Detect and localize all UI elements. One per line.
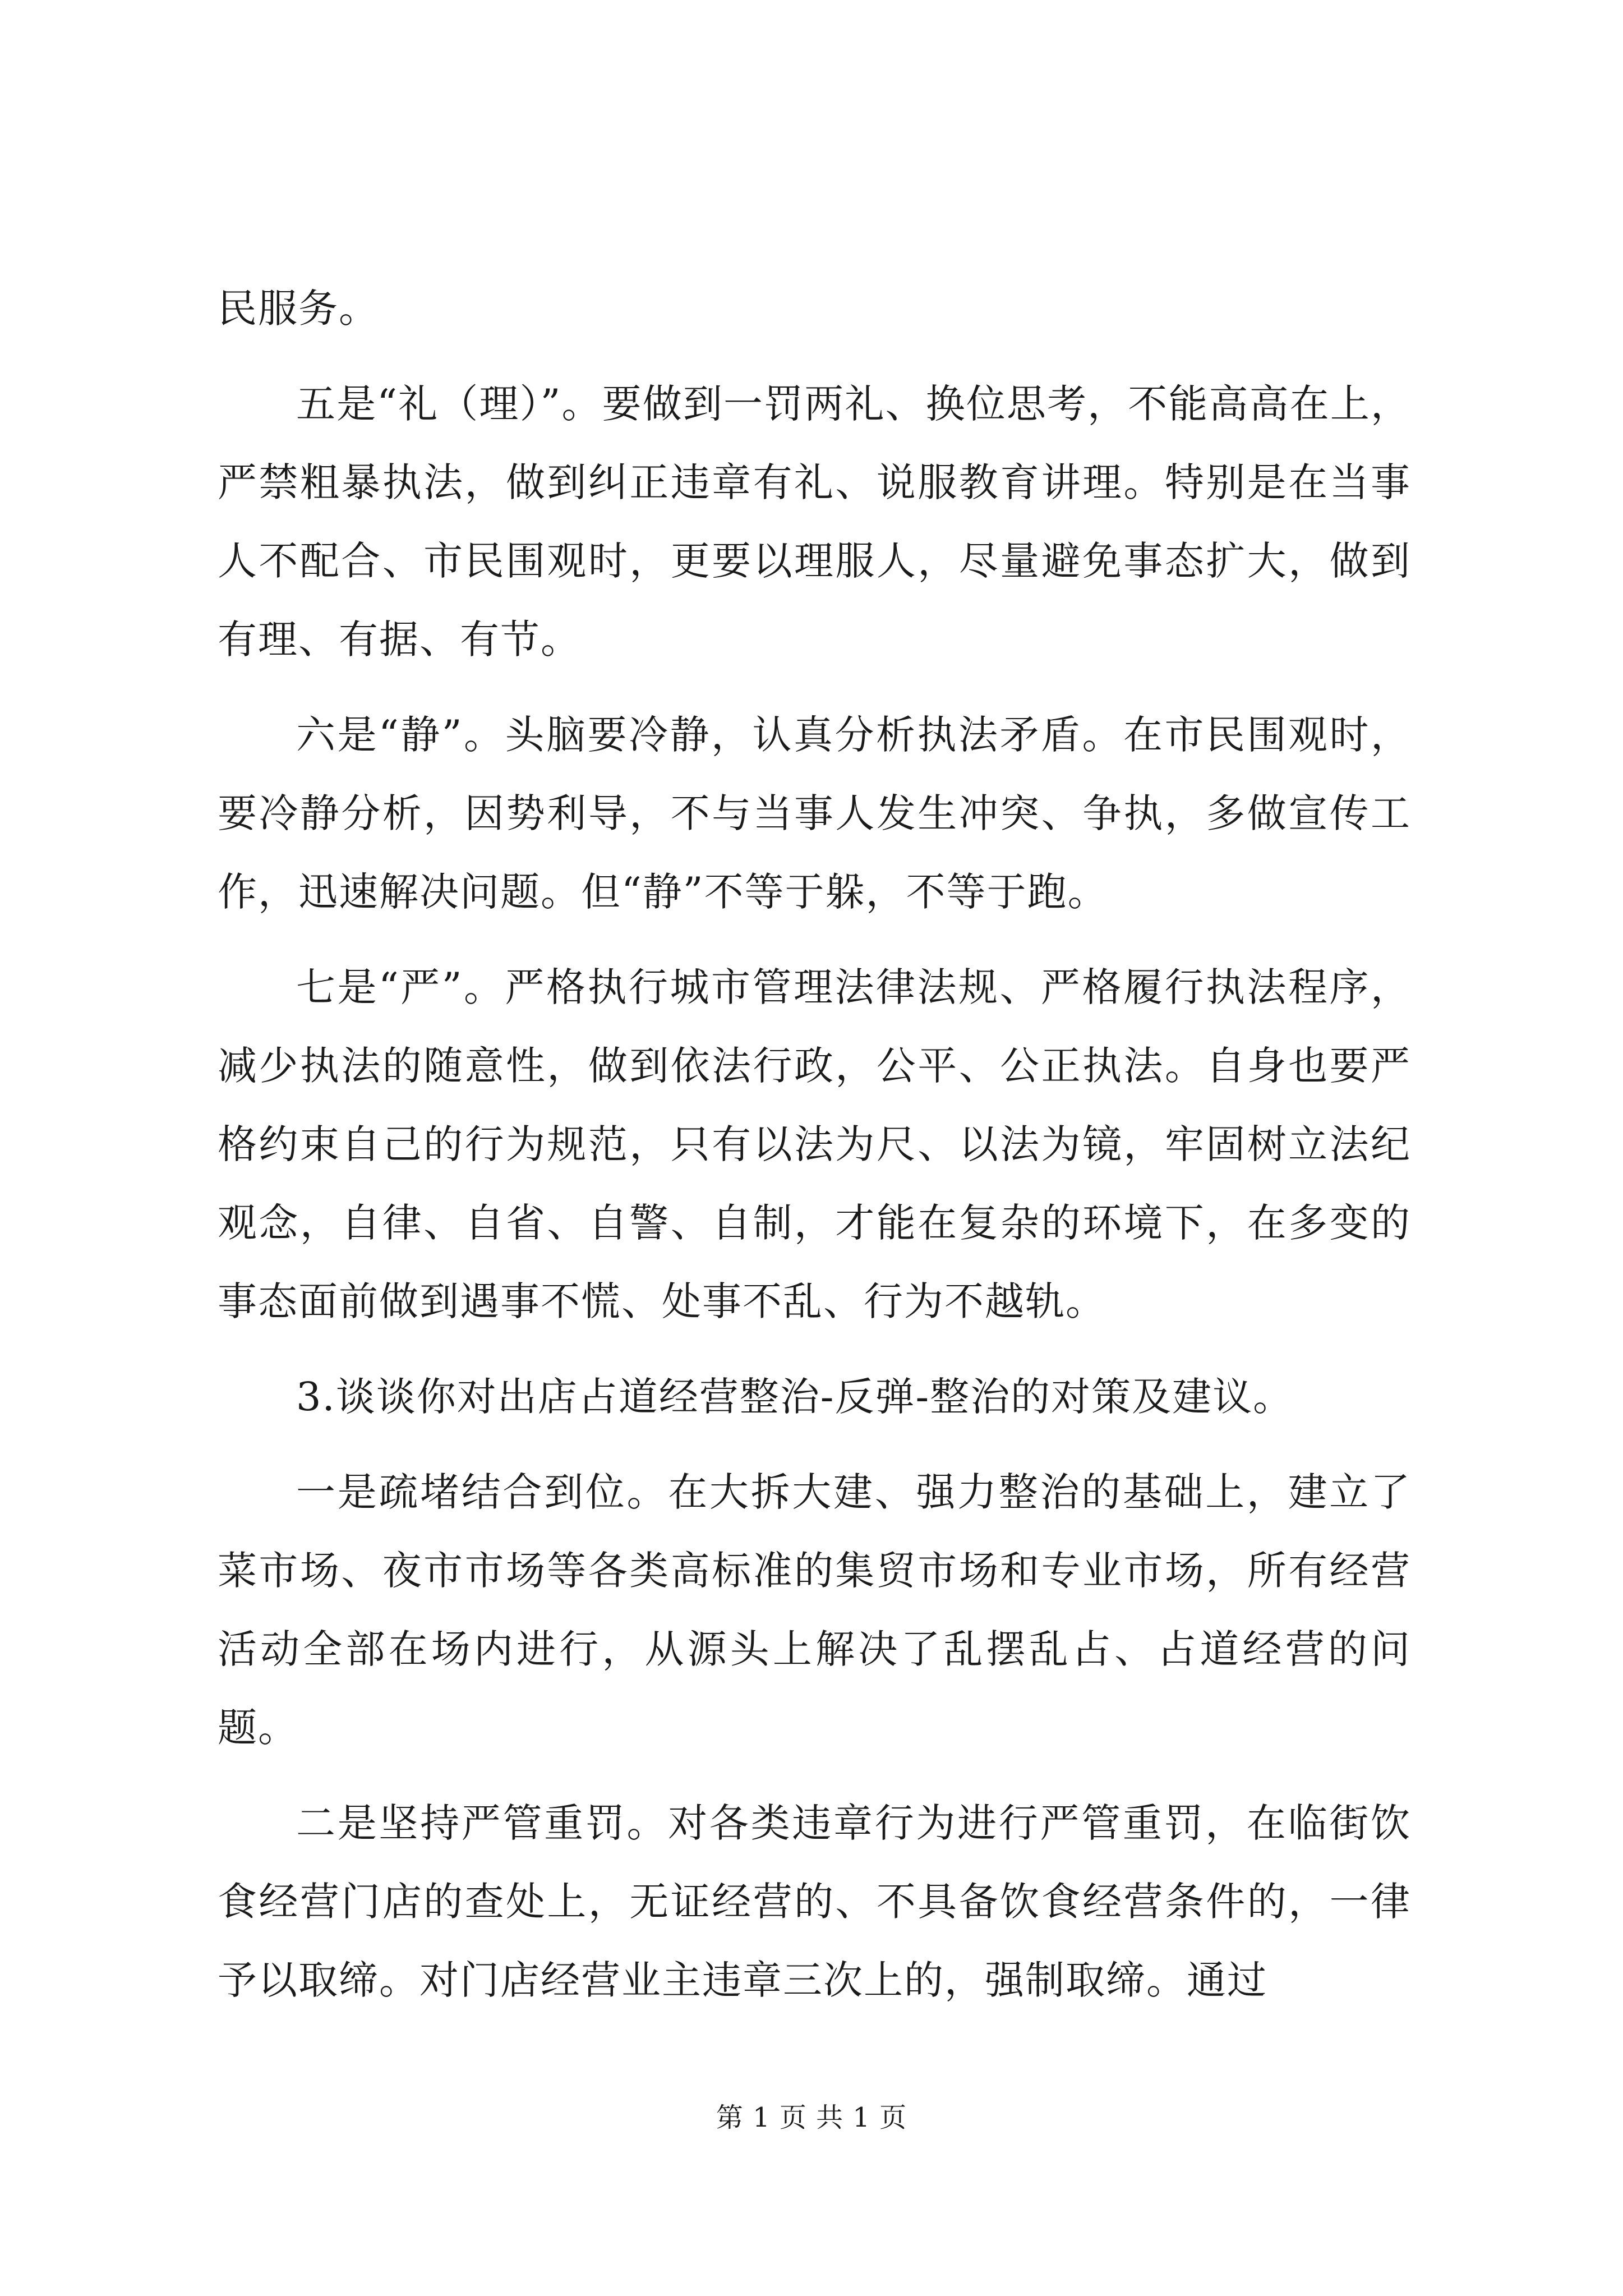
paragraph: 五是“礼（理）”。要做到一罚两礼、换位思考，不能高高在上，严禁粗暴执法，做到纠正违章有礼、说服教育讲理。特别是在当事人不配合、市民围观时，更要以理服人，尽量避免事态扩大，做到有理、有据、有节。 [218,381,1411,662]
paragraph: 二是坚持严管重罚。对各类违章行为进行严管重罚，在临街饮食经营门店的查处上，无证经营的、不具备饮食经营条件的，一律予以取缔。对门店经营业主违章三次上的，强制取缔。通过 [218,1800,1411,2003]
paragraph: 民服务。 [218,286,379,332]
paragraph: 七是“严”。严格执行城市管理法律法规、严格履行执法程序，减少执法的随意性，做到依法行政，公平、公正执法。自身也要严格约束自己的行为规范，只有以法为尺、以法为镜，牢固树立法纪观念，自律、自省、自警、自制，才能在复杂的环境下，在多变的事态面前做到遇事不慌、处事不乱、行为不越轨。 [218,964,1411,1324]
page-footer: 第 1 页 共 1 页 [716,2102,907,2133]
paragraph: 六是“静”。头脑要冷静，认真分析执法矛盾。在市民围观时，要冷静分析，因势利导，不与当事人发生冲突、争执，多做宣传工作，迅速解决问题。但“静”不等于躲，不等于跑。 [218,712,1411,915]
question-heading: 3.谈谈你对出店占道经营整治-反弹-整治的对策及建议。 [296,1374,1294,1420]
paragraph: 一是疏堵结合到位。在大拆大建、强力整治的基础上，建立了菜市场、夜市市场等各类高标准的集贸市场和专业市场，所有经营活动全部在场内进行，从源头上解决了乱摆乱占、占道经营的问题。 [218,1469,1411,1751]
document-body [218,269,1411,2036]
